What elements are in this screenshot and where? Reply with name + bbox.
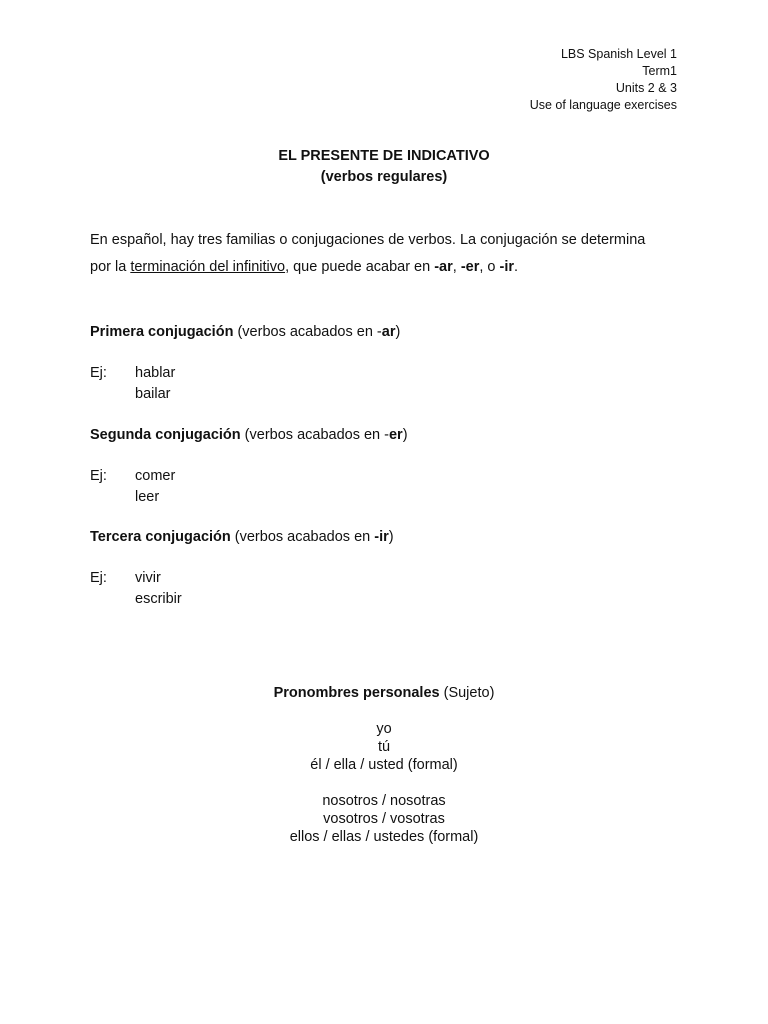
header-line-course: LBS Spanish Level 1 bbox=[560, 47, 677, 61]
pronoun-item: él / ella / usted (formal) bbox=[310, 757, 458, 773]
document-header bbox=[530, 46, 677, 114]
intro-paragraph bbox=[90, 227, 690, 281]
conjugation-ending: ar bbox=[381, 324, 396, 340]
example-verb: hablar bbox=[135, 365, 176, 381]
example-verb: bailar bbox=[135, 385, 171, 402]
ending-er: -er bbox=[460, 259, 480, 275]
conjugation-desc-close: ) bbox=[395, 324, 401, 340]
infinitive-ending-term: terminación del infinitivo bbox=[130, 259, 286, 275]
conjugation-ending: er bbox=[388, 427, 403, 443]
pronoun-item: vosotros / vosotras bbox=[323, 811, 445, 827]
pronoun-item: nosotros / nosotras bbox=[322, 793, 446, 809]
intro-line-1: En español, hay tres familias o conjugaciones de verbos. La conjugación se determina bbox=[90, 232, 646, 248]
example-verb-list bbox=[135, 568, 182, 609]
ending-ar: -ar bbox=[434, 259, 453, 275]
conjugation-ending: -ir bbox=[374, 529, 389, 545]
header-line-term: Term1 bbox=[642, 64, 677, 78]
pronoun-item: tú bbox=[377, 739, 391, 755]
example-label: Ej: bbox=[90, 468, 107, 484]
header-line-units: Units 2 & 3 bbox=[615, 81, 677, 95]
conjugation-desc-close: ) bbox=[402, 427, 408, 443]
pronouns-heading-rest: (Sujeto) bbox=[439, 685, 495, 701]
conjugation-title: Tercera conjugación bbox=[90, 529, 231, 545]
intro-text: , bbox=[452, 259, 461, 275]
section-first-conjugation-heading bbox=[90, 322, 400, 342]
intro-text: por la bbox=[90, 259, 131, 275]
personal-pronouns-section bbox=[0, 683, 768, 846]
intro-text: . bbox=[514, 259, 519, 275]
example-label: Ej: bbox=[90, 570, 107, 586]
intro-text: , o bbox=[479, 259, 500, 275]
pronouns-heading-bold: Pronombres personales bbox=[273, 685, 440, 701]
title-main: EL PRESENTE DE INDICATIVO bbox=[278, 148, 490, 164]
conjugation-desc-close: ) bbox=[388, 529, 394, 545]
conjugation-title: Segunda conjugación bbox=[90, 427, 241, 443]
section-third-conjugation-heading bbox=[90, 527, 394, 547]
section-second-conjugation-heading bbox=[90, 425, 408, 445]
conjugation-desc: (verbos acabados en - bbox=[233, 324, 382, 340]
plural-pronouns bbox=[0, 792, 768, 846]
example-verb-list bbox=[135, 466, 175, 507]
conjugation-desc: (verbos acabados en bbox=[230, 529, 375, 545]
header-line-topic: Use of language exercises bbox=[529, 98, 677, 112]
intro-text: , que puede acabar en bbox=[285, 259, 435, 275]
example-verb: vivir bbox=[135, 570, 161, 586]
example-verb: comer bbox=[135, 468, 176, 484]
example-label: Ej: bbox=[90, 365, 107, 381]
pronouns-heading bbox=[0, 683, 768, 703]
conjugation-desc: (verbos acabados en - bbox=[240, 427, 389, 443]
conjugation-title: Primera conjugación bbox=[90, 324, 234, 340]
intro-line-2 bbox=[90, 254, 690, 281]
ending-ir: -ir bbox=[499, 259, 515, 275]
example-verb: escribir bbox=[135, 590, 182, 607]
pronoun-item: yo bbox=[376, 721, 392, 737]
document-title bbox=[0, 146, 768, 188]
example-verb: leer bbox=[135, 488, 160, 505]
example-verb-list bbox=[135, 363, 175, 404]
pronoun-item: ellos / ellas / ustedes (formal) bbox=[289, 829, 479, 845]
singular-pronouns bbox=[0, 720, 768, 774]
title-subtitle: (verbos regulares) bbox=[320, 169, 448, 185]
